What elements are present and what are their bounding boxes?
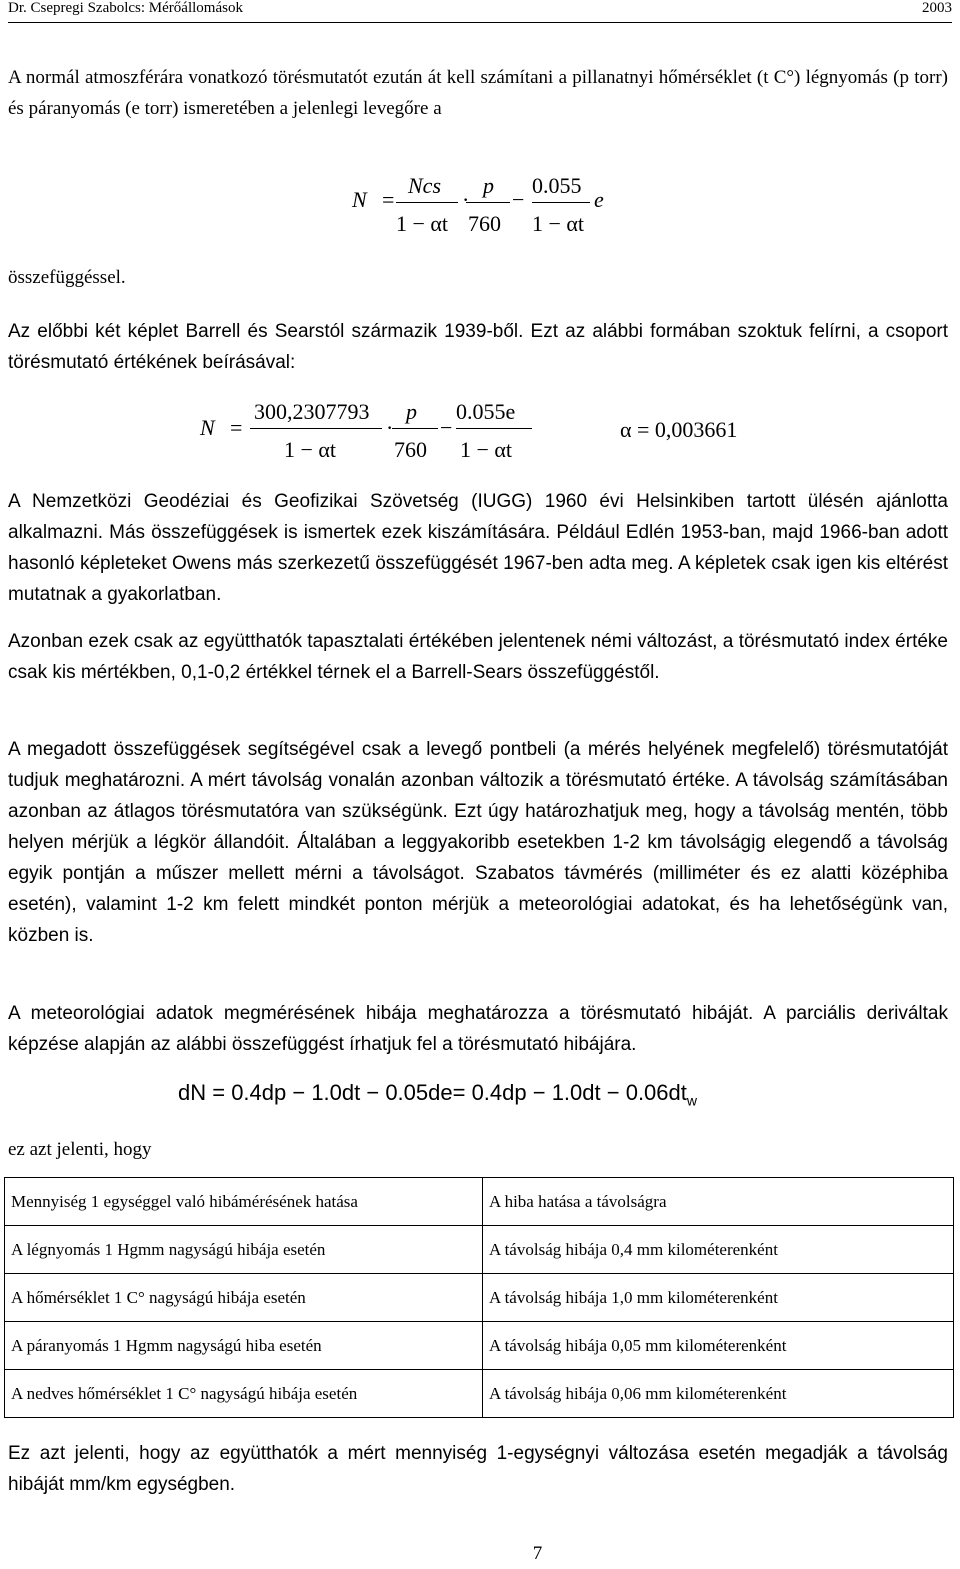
- formula1-eq: =: [382, 187, 395, 212]
- table-cell: A távolság hibája 0,05 mm kilométerenként: [483, 1322, 954, 1370]
- header-rule: [8, 22, 952, 23]
- formula2-den2: 760: [394, 437, 427, 462]
- formula1-num2: p: [483, 173, 494, 198]
- intro-paragraph: A normál atmoszférára vonatkozó törésmutatót ezután át kell számítani a pillanatnyi hőmérséklet (t C°) légnyomás (p torr) és páranyomás (e torr) ismeretében a jelenlegi levegőre a: [8, 67, 948, 119]
- table-cell: A légnyomás 1 Hgmm nagyságú hibája esetén: [5, 1226, 483, 1274]
- formula1-tail: e: [594, 187, 604, 212]
- formula2-eq: =: [230, 415, 243, 440]
- page-number: 7: [532, 1543, 543, 1564]
- table-header-cell: Mennyiség 1 egységgel való hibámérésének hatása: [5, 1178, 483, 1226]
- formula3-subscript: w: [686, 1092, 697, 1109]
- error-effects-table: [4, 1177, 954, 1418]
- formula2-minus: −: [440, 415, 453, 440]
- formula1-fraction-bar-1: [396, 202, 458, 203]
- barrell-paragraph: Az előbbi két képlet Barrell és Searstól származik 1939-ből. Ezt az alábbi formában szoktuk felírni, a csoport törésmutató értékének beírásával:: [8, 321, 948, 373]
- formula1-num1: Ncs: [408, 173, 441, 198]
- table-header-cell: A hiba hatása a távolságra: [483, 1178, 954, 1226]
- table-cell: A páranyomás 1 Hgmm nagyságú hiba esetén: [5, 1322, 483, 1370]
- formula2-num3: 0.055e: [456, 399, 516, 424]
- formula2-num2: p: [406, 399, 417, 424]
- table-cell: A távolság hibája 0,06 mm kilométerenként: [483, 1370, 954, 1418]
- formula1-minus: −: [512, 187, 525, 212]
- page-header: [8, 0, 952, 20]
- formula-error-propagation: [178, 1080, 697, 1108]
- formula1-den3: 1 − αt: [532, 211, 585, 236]
- after-formula3-text: ez azt jelenti, hogy: [8, 1139, 152, 1160]
- iugg-paragraph: A Nemzetközi Geodéziai és Geofizikai Szövetség (IUGG) 1960 évi Helsinkiben tartott ülésén ajánlotta alkalmazni. Más összefüggések is ismertek ezek kiszámítására. Például Edlén 1953-ban, majd 1966-ban adott hasonló képleteket Owens más szerkezetű összefüggését 1967-ben adta meg. A képletek csak igen kis eltérést mutatnak a gyakorlatban.: [8, 491, 948, 605]
- formula1-num3: 0.055: [532, 173, 582, 198]
- formula1-fraction-bar-2: [466, 202, 510, 203]
- table-row: [5, 1322, 954, 1370]
- table-cell: A nedves hőmérséklet 1 C° nagyságú hibája esetén: [5, 1370, 483, 1418]
- formula1-lhs: N: [352, 187, 367, 212]
- header-author-title: Dr. Csepregi Szabolcs: Mérőállomások: [8, 0, 243, 16]
- formula2-den3: 1 − αt: [460, 437, 513, 462]
- table-header-row: [5, 1178, 954, 1226]
- error-paragraph: A meteorológiai adatok megmérésének hibája meghatározza a törésmutató hibáját. A parciális deriváltak képzése alapján az alábbi összefüggést írhatjuk fel a törésmutató hibájára.: [8, 1003, 948, 1055]
- formula1-fraction-bar-3: [532, 202, 590, 203]
- header-year: 2003: [922, 0, 952, 16]
- formula1-den1: 1 − αt: [396, 211, 449, 236]
- coefficients-paragraph: Azonban ezek csak az együtthatók tapasztalati értékében jelentenek némi változást, a törésmutató index értéke csak kis mértékben, 0,1-0,2 értékkel térnek el a Barrell-Sears összefüggéstől.: [8, 631, 948, 683]
- formula2-lhs: N: [200, 415, 215, 440]
- formula2-fraction-bar-3: [456, 428, 532, 429]
- table-row: [5, 1274, 954, 1322]
- formula2-dot: ·: [386, 415, 394, 440]
- table-cell: A távolság hibája 1,0 mm kilométerenként: [483, 1274, 954, 1322]
- after-formula1-text: összefüggéssel.: [8, 267, 126, 288]
- formula2-num1: 300,2307793: [254, 399, 370, 424]
- formula3-main: dN = 0.4dp − 1.0dt − 0.05de= 0.4dp − 1.0dt − 0.06dt: [178, 1080, 687, 1105]
- table-cell: A távolság hibája 0,4 mm kilométerenként: [483, 1226, 954, 1274]
- closing-paragraph: Ez azt jelenti, hogy az együtthatók a mért mennyiség 1-egységnyi változása esetén megadják a távolság hibáját mm/km egységben.: [8, 1443, 948, 1495]
- formula2-fraction-bar-2: [392, 428, 438, 429]
- formula1-den2: 760: [468, 211, 501, 236]
- table-cell: A hőmérséklet 1 C° nagyságú hibája esetén: [5, 1274, 483, 1322]
- formula2-fraction-bar-1: [250, 428, 382, 429]
- formula1-dot: ·: [462, 187, 470, 212]
- table-row: [5, 1226, 954, 1274]
- formula2-alpha: α = 0,003661: [620, 417, 738, 442]
- measurement-paragraph: A megadott összefüggések segítségével csak a levegő pontbeli (a mérés helyének megfelelő) törésmutatóját tudjuk meghatározni. A mért távolság vonalán azonban változik a törésmutató értéke. A távolság számításában azonban az átlagos törésmutatóra van szükségünk. Ezt úgy határozhatjuk meg, hogy a távolság mentén, több helyen mérjük a légkör állandóit. Általában a leggyakoribb esetekben 1-2 km távolságig elegendő a távolság egyik pontján a műszer mellett mérni a távolságot. Szabatos távmérés (milliméter és ez alatti középhiba esetén), valamint 1-2 km felett mindkét ponton mérjük a meteorológiai adatokat, és ha lehetőségünk van, közben is.: [8, 739, 948, 946]
- formula2-den1: 1 − αt: [284, 437, 337, 462]
- table-row: [5, 1370, 954, 1418]
